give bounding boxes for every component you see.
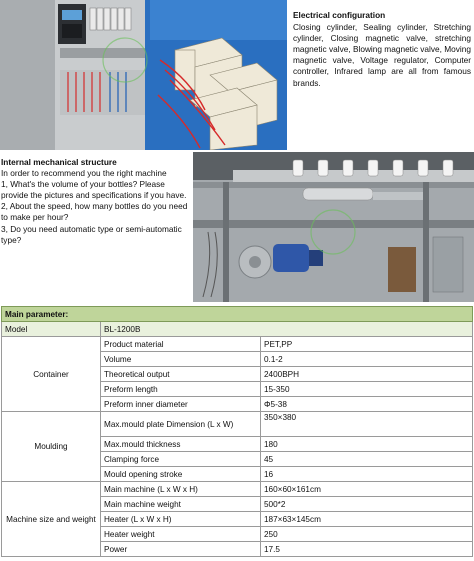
param-name: Heater weight (101, 527, 261, 542)
param-name: Max.mould plate Dimension (L x W) (101, 412, 261, 437)
mechanical-structure-illustration (193, 152, 474, 302)
param-name: Main machine (L x W x H) (101, 482, 261, 497)
param-value: 16 (261, 467, 473, 482)
electrical-heading: Electrical configuration (293, 10, 386, 20)
param-name: Heater (L x W x H) (101, 512, 261, 527)
param-name: Volume (101, 352, 261, 367)
param-name: Clamping force (101, 452, 261, 467)
electrical-description (293, 10, 471, 89)
model-label: Model (2, 322, 101, 337)
mechanical-line: In order to recommend you the right machine (1, 168, 167, 179)
mechanical-description (1, 157, 193, 246)
param-value: 250 (261, 527, 473, 542)
table-row (2, 482, 473, 497)
parameter-table (1, 306, 473, 557)
param-value: 45 (261, 452, 473, 467)
param-value: 2400BPH (261, 367, 473, 382)
electrical-cabinet-illustration (0, 0, 287, 150)
param-value: PET,PP (261, 337, 473, 352)
group-label: Moulding (2, 412, 101, 482)
param-value: Φ5-38 (261, 397, 473, 412)
param-value: 0.1-2 (261, 352, 473, 367)
mechanical-line: 3, Do you need automatic type or semi-automatic type? (1, 223, 182, 245)
param-name: Max.mould thickness (101, 437, 261, 452)
param-name: Theoretical output (101, 367, 261, 382)
param-name: Power (101, 542, 261, 557)
model-value: BL-1200B (101, 322, 473, 337)
group-label: Machine size and weight (2, 482, 101, 557)
param-value: 17.5 (261, 542, 473, 557)
param-value: 500*2 (261, 497, 473, 512)
mechanical-structure-photo (193, 152, 474, 302)
table-row (2, 412, 473, 437)
param-name: Preform inner diameter (101, 397, 261, 412)
param-name: Main machine weight (101, 497, 261, 512)
electrical-body: Closing cylinder, Sealing cylinder, Stretching cylinder, Closing magnetic valve, stretching magnetic valve, Blowing magnetic valve, Moving magnetic valve, Voltage regulator, Computer controller, Infrared lamp are all from famous brands. (293, 22, 472, 88)
mechanical-line: 2, About the speed, how many bottles do you need to make per hour? (1, 201, 188, 223)
electrical-section (0, 0, 474, 150)
param-name: Mould opening stroke (101, 467, 261, 482)
param-value: 15-350 (261, 382, 473, 397)
table-row (2, 322, 473, 337)
table-row (2, 337, 473, 352)
param-name: Preform length (101, 382, 261, 397)
param-value: 350×380 (261, 412, 473, 437)
mechanical-section (0, 152, 474, 302)
param-name: Product material (101, 337, 261, 352)
group-label: Container (2, 337, 101, 412)
mechanical-heading: Internal mechanical structure (1, 157, 117, 167)
electrical-cabinet-photo (0, 0, 287, 150)
param-value: 187×63×145cm (261, 512, 473, 527)
param-value: 160×60×161cm (261, 482, 473, 497)
mechanical-line: 1, What's the volume of your bottles? Please provide the pictures and specifications if you have. (1, 179, 187, 201)
param-value: 180 (261, 437, 473, 452)
table-title-row (2, 307, 473, 322)
table-title: Main parameter: (2, 307, 473, 322)
